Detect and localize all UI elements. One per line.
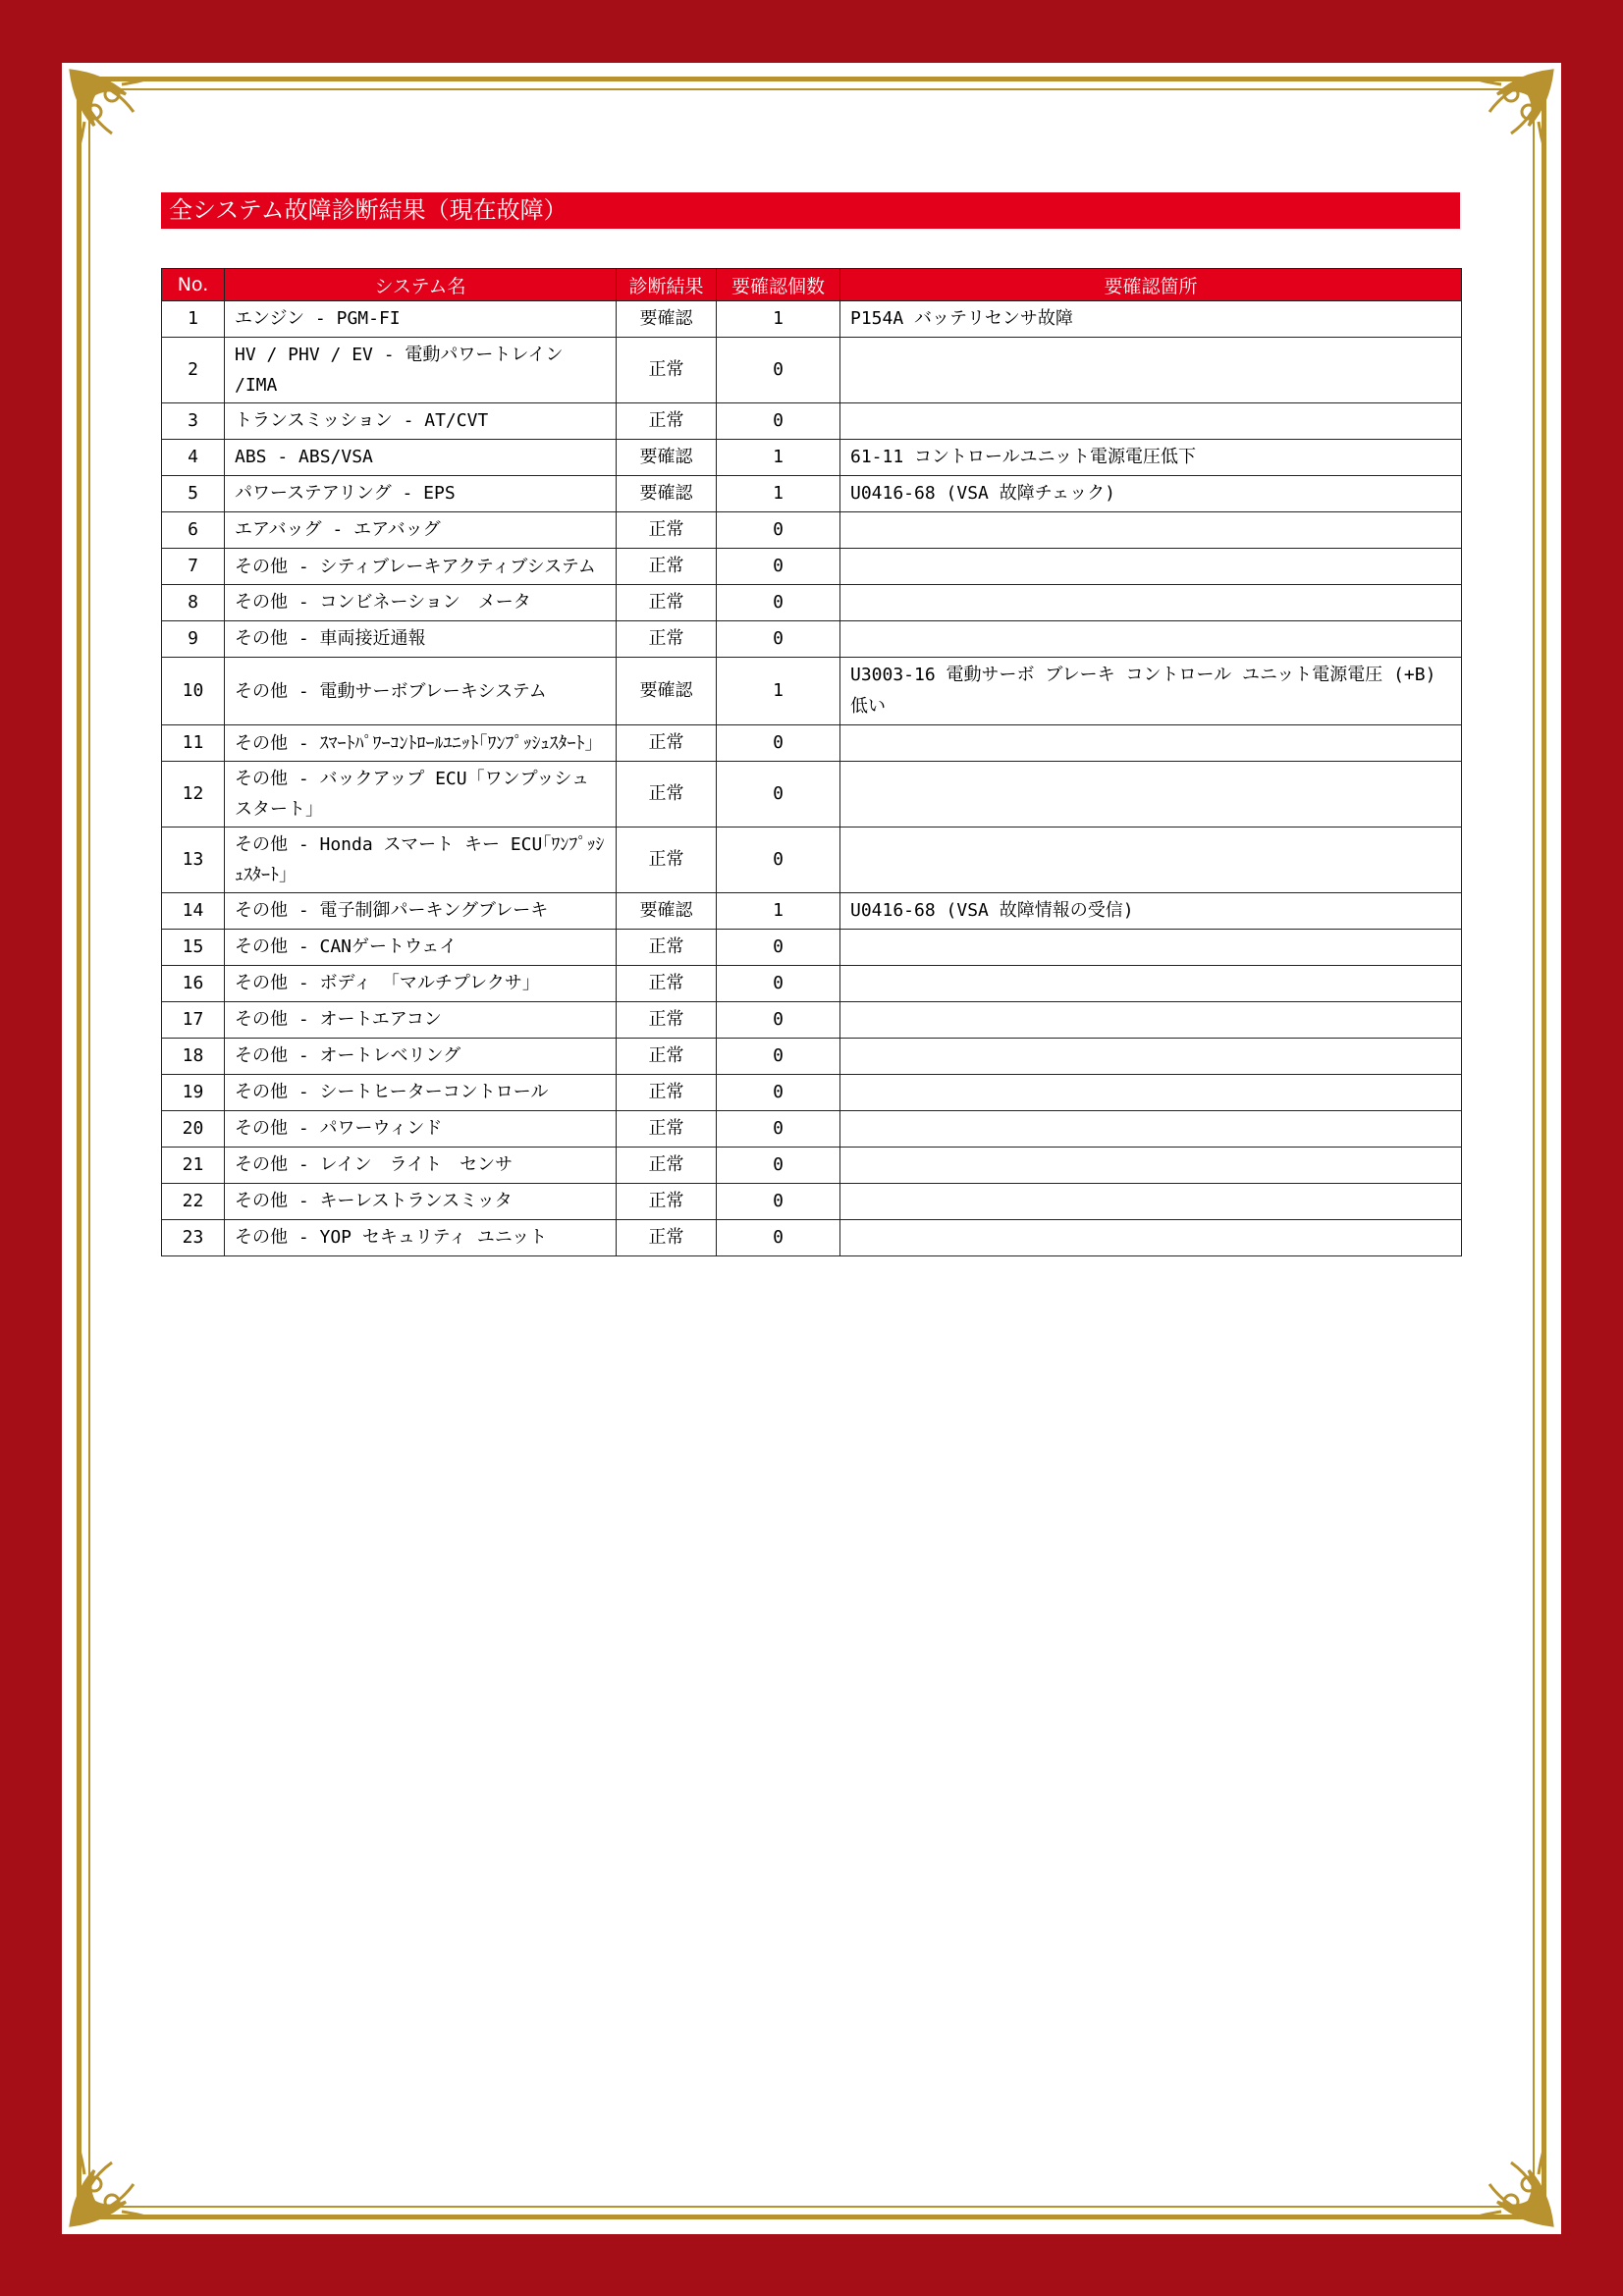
diagnosis-result: 正常 (617, 1111, 717, 1148)
diagnosis-result: 正常 (617, 725, 717, 762)
row-number: 11 (162, 725, 225, 762)
issue-detail (840, 403, 1462, 440)
diagnosis-result: 正常 (617, 621, 717, 658)
issue-count: 1 (717, 476, 840, 512)
issue-detail (840, 1111, 1462, 1148)
table-row (162, 658, 1462, 725)
issue-count: 1 (717, 658, 840, 725)
diagnosis-result: 正常 (617, 1148, 717, 1184)
row-number: 19 (162, 1075, 225, 1111)
system-name: ABS - ABS/VSA (225, 440, 617, 476)
system-name: エンジン - PGM-FI (225, 301, 617, 338)
row-number: 18 (162, 1039, 225, 1075)
row-number: 6 (162, 512, 225, 549)
diagnosis-result: 正常 (617, 762, 717, 828)
system-name: その他 - バックアップ ECU「ワンプッシュスタート」 (225, 762, 617, 828)
issue-count: 0 (717, 585, 840, 621)
system-name: HV / PHV / EV - 電動パワートレイン /IMA (225, 338, 617, 403)
issue-count: 0 (717, 549, 840, 585)
system-name: その他 - シティブレーキアクティブシステム (225, 549, 617, 585)
issue-count: 1 (717, 301, 840, 338)
issue-count: 0 (717, 725, 840, 762)
issue-count: 0 (717, 338, 840, 403)
row-number: 9 (162, 621, 225, 658)
row-number: 7 (162, 549, 225, 585)
issue-detail (840, 1220, 1462, 1256)
issue-count: 0 (717, 512, 840, 549)
table-row (162, 1039, 1462, 1075)
row-number: 3 (162, 403, 225, 440)
table-row (162, 762, 1462, 828)
diagnosis-result: 正常 (617, 403, 717, 440)
system-name: その他 - 車両接近通報 (225, 621, 617, 658)
column-header-detail: 要確認箇所 (840, 269, 1462, 301)
system-name: その他 - レイン ライト センサ (225, 1148, 617, 1184)
system-name: その他 - CANゲートウェイ (225, 930, 617, 966)
table-row (162, 585, 1462, 621)
diagnosis-result: 正常 (617, 1002, 717, 1039)
row-number: 15 (162, 930, 225, 966)
system-name: その他 - 電子制御パーキングブレーキ (225, 893, 617, 930)
diagnosis-result: 要確認 (617, 658, 717, 725)
issue-count: 0 (717, 762, 840, 828)
column-header-no: No. (162, 269, 225, 301)
diagnosis-result: 正常 (617, 338, 717, 403)
table-row (162, 512, 1462, 549)
table-row (162, 403, 1462, 440)
system-name: その他 - コンビネーション メータ (225, 585, 617, 621)
diagnosis-result: 要確認 (617, 893, 717, 930)
row-number: 13 (162, 828, 225, 893)
issue-detail (840, 1148, 1462, 1184)
system-name: その他 - パワーウィンド (225, 1111, 617, 1148)
system-name: その他 - キーレストランスミッタ (225, 1184, 617, 1220)
table-row (162, 1075, 1462, 1111)
table-row (162, 440, 1462, 476)
system-name: その他 - ボディ 「マルチプレクサ」 (225, 966, 617, 1002)
diagnosis-result: 要確認 (617, 476, 717, 512)
column-header-result: 診断結果 (617, 269, 717, 301)
table-row (162, 893, 1462, 930)
row-number: 17 (162, 1002, 225, 1039)
issue-detail (840, 585, 1462, 621)
row-number: 21 (162, 1148, 225, 1184)
table-row (162, 301, 1462, 338)
issue-count: 1 (717, 440, 840, 476)
row-number: 1 (162, 301, 225, 338)
issue-count: 0 (717, 1039, 840, 1075)
diagnosis-result: 正常 (617, 1075, 717, 1111)
issue-count: 0 (717, 1111, 840, 1148)
diagnosis-result: 正常 (617, 966, 717, 1002)
issue-detail (840, 621, 1462, 658)
issue-count: 0 (717, 1075, 840, 1111)
system-name: その他 - オートエアコン (225, 1002, 617, 1039)
system-name: その他 - Honda スマート キー ECU｢ﾜﾝﾌﾟｯｼｭｽﾀｰﾄ｣ (225, 828, 617, 893)
table-row (162, 1148, 1462, 1184)
diagnosis-result: 正常 (617, 828, 717, 893)
issue-detail (840, 828, 1462, 893)
issue-count: 0 (717, 1184, 840, 1220)
issue-detail (840, 1002, 1462, 1039)
issue-count: 0 (717, 1148, 840, 1184)
table-row (162, 1111, 1462, 1148)
section-title: 全システム故障診断結果（現在故障） (161, 192, 1460, 229)
issue-detail (840, 549, 1462, 585)
system-name: トランスミッション - AT/CVT (225, 403, 617, 440)
diagnosis-result: 正常 (617, 512, 717, 549)
table-row (162, 930, 1462, 966)
corner-ornament-icon (1464, 2137, 1558, 2231)
issue-detail (840, 338, 1462, 403)
issue-count: 0 (717, 403, 840, 440)
corner-ornament-icon (65, 2137, 159, 2231)
diagnosis-result: 正常 (617, 1184, 717, 1220)
issue-detail (840, 762, 1462, 828)
issue-detail: U3003-16 電動サーボ ブレーキ コントロール ユニット電源電圧 (+B) 低い (840, 658, 1462, 725)
row-number: 10 (162, 658, 225, 725)
diagnosis-table (161, 268, 1462, 1256)
row-number: 4 (162, 440, 225, 476)
table-row (162, 1002, 1462, 1039)
system-name: その他 - シートヒーターコントロール (225, 1075, 617, 1111)
issue-count: 0 (717, 930, 840, 966)
issue-detail: P154A バッテリセンサ故障 (840, 301, 1462, 338)
diagnosis-result: 要確認 (617, 301, 717, 338)
issue-detail (840, 1039, 1462, 1075)
issue-detail: 61-11 コントロールユニット電源電圧低下 (840, 440, 1462, 476)
row-number: 16 (162, 966, 225, 1002)
table-row (162, 1184, 1462, 1220)
table-row (162, 621, 1462, 658)
corner-ornament-icon (1464, 65, 1558, 159)
issue-count: 1 (717, 893, 840, 930)
system-name: その他 - 電動サーボブレーキシステム (225, 658, 617, 725)
issue-count: 0 (717, 1220, 840, 1256)
issue-detail (840, 1184, 1462, 1220)
row-number: 2 (162, 338, 225, 403)
column-header-count: 要確認個数 (717, 269, 840, 301)
issue-detail (840, 966, 1462, 1002)
issue-count: 0 (717, 621, 840, 658)
corner-ornament-icon (65, 65, 159, 159)
table-row (162, 1220, 1462, 1256)
table-row (162, 549, 1462, 585)
issue-detail: U0416-68 (VSA 故障チェック) (840, 476, 1462, 512)
diagnosis-result: 正常 (617, 930, 717, 966)
row-number: 23 (162, 1220, 225, 1256)
issue-count: 0 (717, 966, 840, 1002)
diagnosis-result: 要確認 (617, 440, 717, 476)
row-number: 5 (162, 476, 225, 512)
issue-detail (840, 930, 1462, 966)
issue-detail: U0416-68 (VSA 故障情報の受信) (840, 893, 1462, 930)
table-row (162, 476, 1462, 512)
issue-count: 0 (717, 1002, 840, 1039)
diagnosis-result: 正常 (617, 1220, 717, 1256)
issue-detail (840, 725, 1462, 762)
issue-count: 0 (717, 828, 840, 893)
issue-detail (840, 1075, 1462, 1111)
column-header-system: システム名 (225, 269, 617, 301)
system-name: パワーステアリング - EPS (225, 476, 617, 512)
row-number: 14 (162, 893, 225, 930)
row-number: 22 (162, 1184, 225, 1220)
table-row (162, 725, 1462, 762)
system-name: エアバッグ - エアバッグ (225, 512, 617, 549)
diagnosis-result: 正常 (617, 549, 717, 585)
table-row (162, 338, 1462, 403)
table-header-row (162, 269, 1462, 301)
row-number: 20 (162, 1111, 225, 1148)
row-number: 8 (162, 585, 225, 621)
system-name: その他 - ｽﾏｰﾄﾊﾟﾜｰｺﾝﾄﾛｰﾙﾕﾆｯﾄ｢ﾜﾝﾌﾟｯｼｭｽﾀｰﾄ｣ (225, 725, 617, 762)
system-name: その他 - オートレベリング (225, 1039, 617, 1075)
table-row (162, 828, 1462, 893)
issue-detail (840, 512, 1462, 549)
diagnosis-result: 正常 (617, 585, 717, 621)
system-name: その他 - YOP セキュリティ ユニット (225, 1220, 617, 1256)
diagnosis-result: 正常 (617, 1039, 717, 1075)
table-row (162, 966, 1462, 1002)
row-number: 12 (162, 762, 225, 828)
